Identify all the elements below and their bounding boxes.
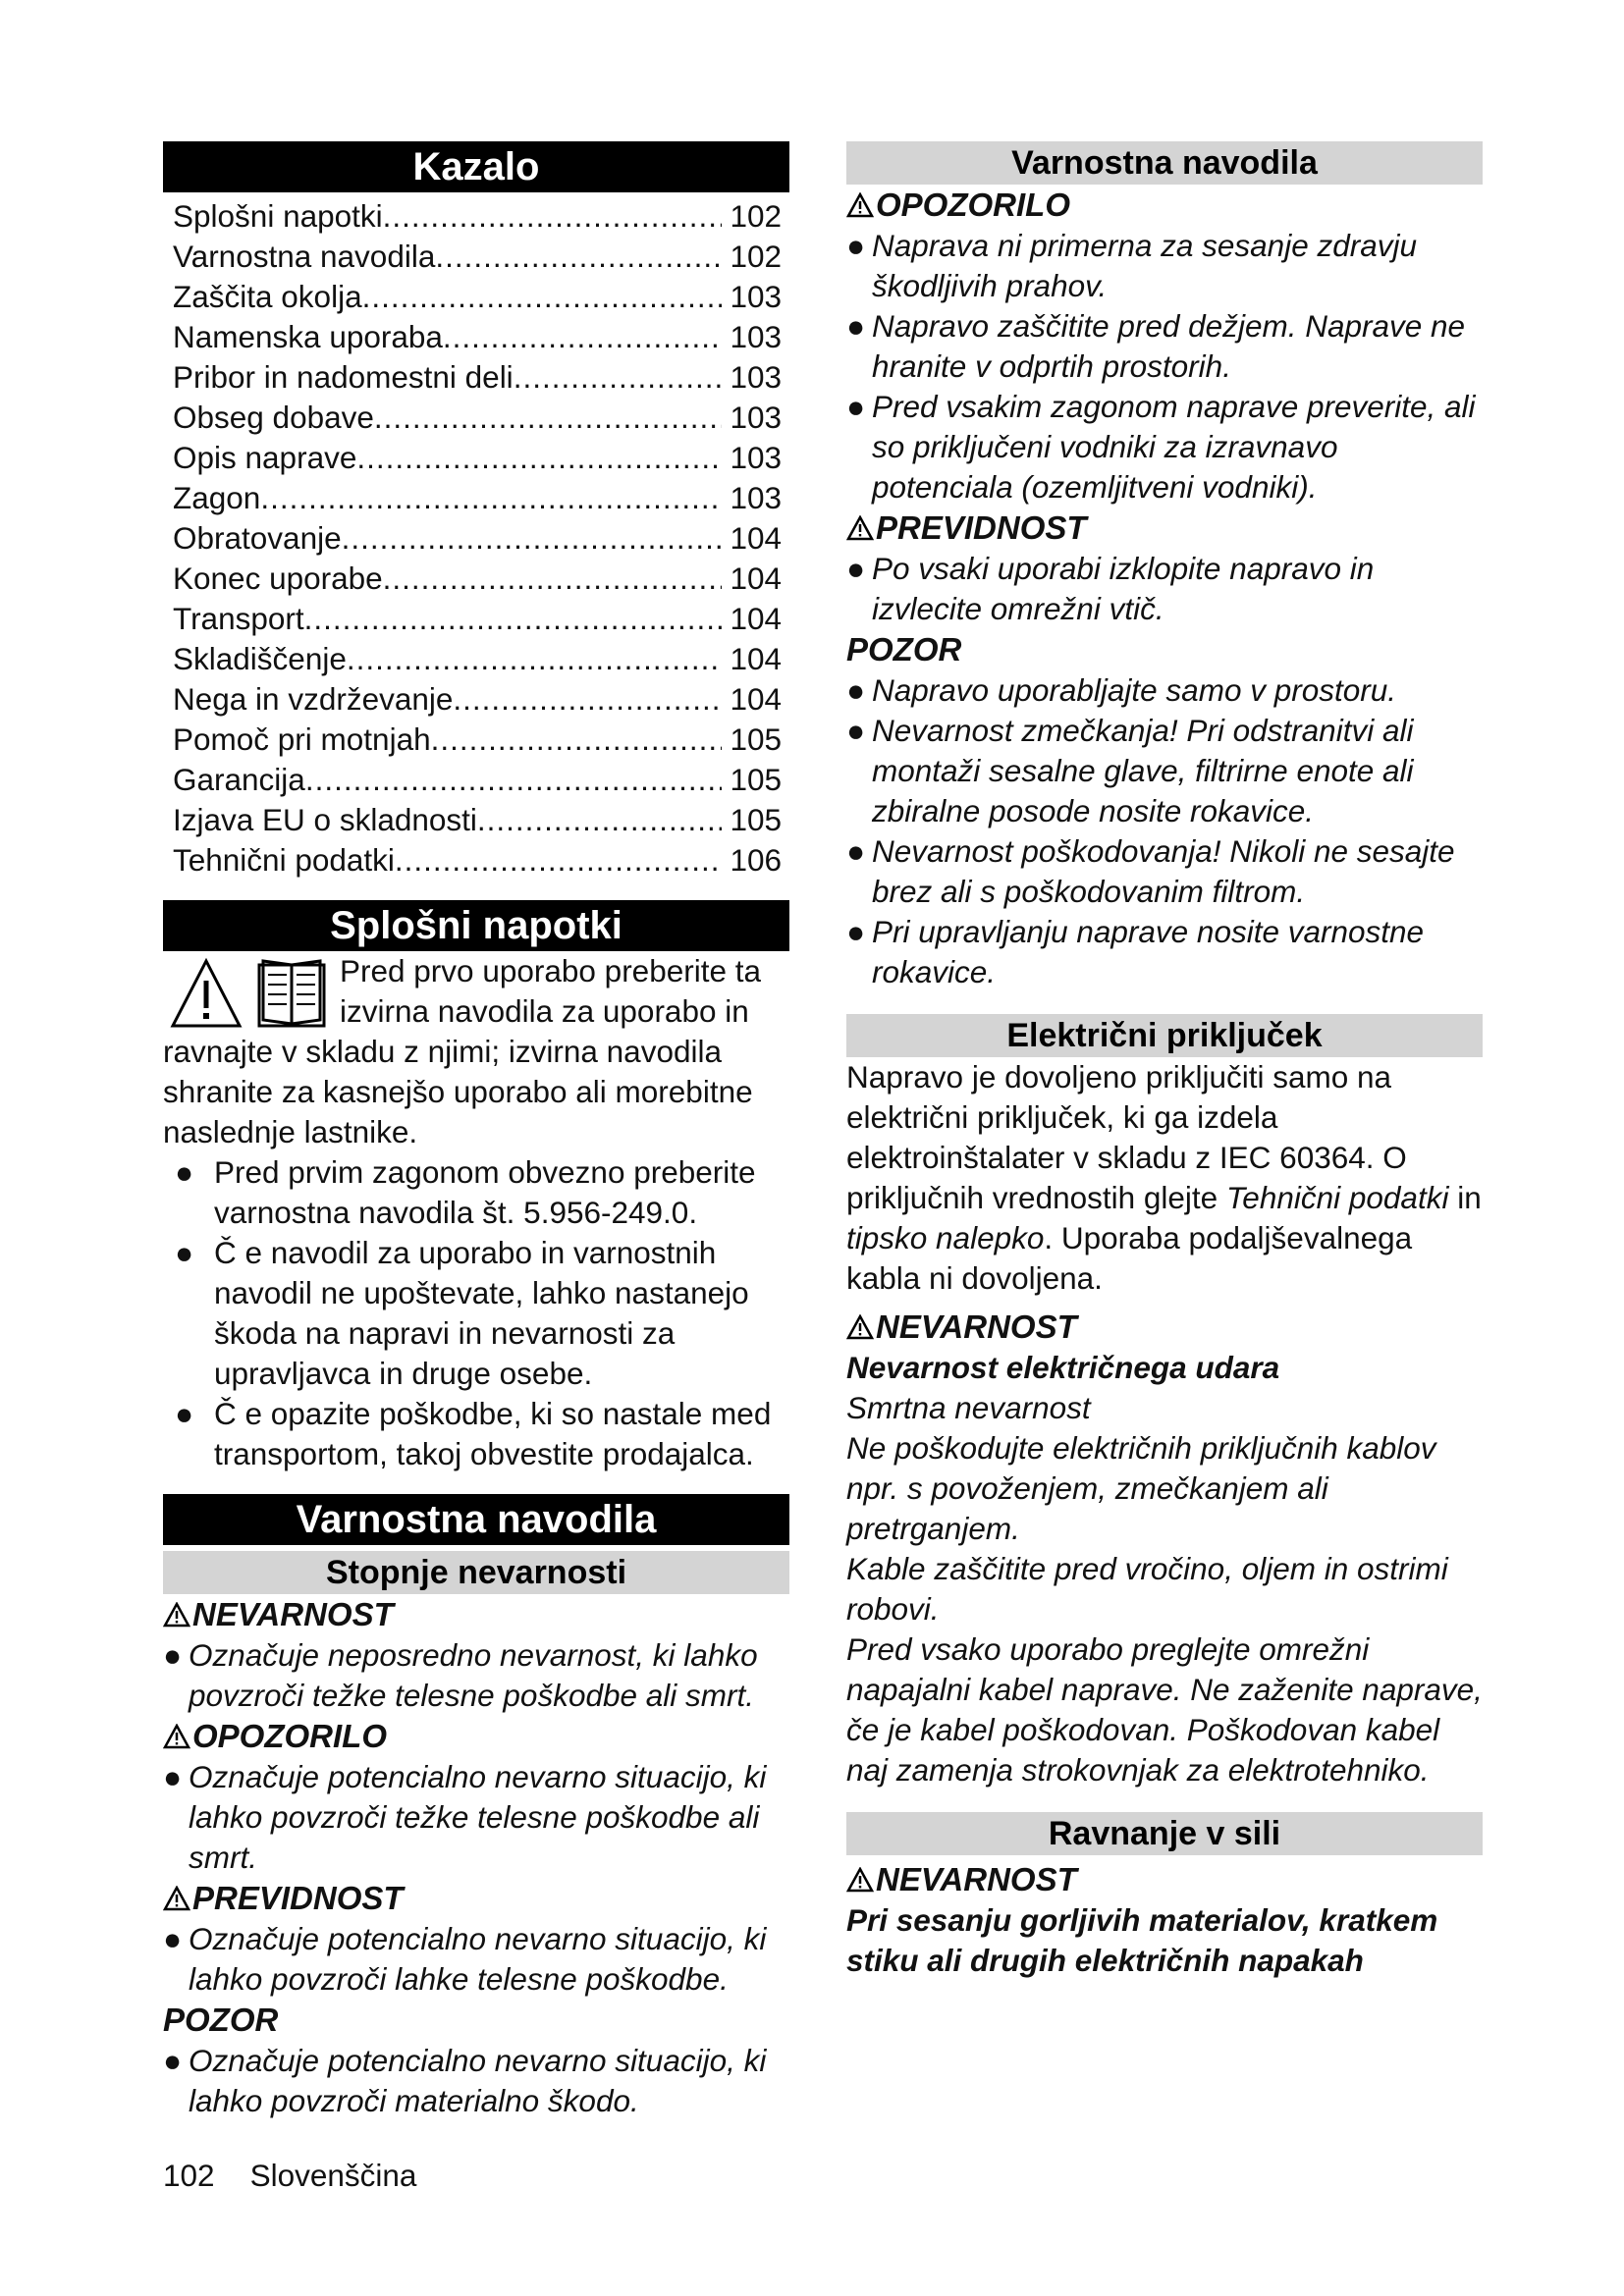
toc-entry[interactable]: Skladiščenje ..... 104 xyxy=(173,639,782,679)
warning-icon xyxy=(846,1314,874,1340)
intro-line-2: izvirna navodila za uporabo in xyxy=(340,993,749,1029)
danger-text: Kable zaščitite pred vročino, oljem in ostrimi robovi. xyxy=(846,1551,1448,1627)
technical-data-ref: Tehnični podatki xyxy=(1225,1180,1449,1215)
danger-levels-heading: Stopnje nevarnosti xyxy=(163,1551,789,1594)
list-item: ● Napravo zaščitite pred dežjem. Naprave ne hranite v odprtih prostorih. xyxy=(846,308,1466,384)
toc-entry[interactable]: Opis naprave ..... 103 xyxy=(173,438,782,478)
electric-shock-title: Nevarnost električnega udara xyxy=(846,1350,1280,1385)
toc-entry[interactable]: Nega in vzdrževanje ..... 104 xyxy=(173,679,782,720)
intro-line-1: Pred prvo uporabo preberite ta xyxy=(340,953,762,988)
toc-entry[interactable]: Garancija ..... 105 xyxy=(173,760,782,800)
general-intro xyxy=(163,951,789,1152)
emergency-text: Pri sesanju gorljivih materialov, kratkem stiku ali drugih električnih napakah xyxy=(846,1902,1438,1978)
list-item: ● Označuje potencialno nevarno situacijo, ki lahko povzroči težke telesne poškodbe ali smrt. xyxy=(163,1759,767,1875)
danger-label: NEVARNOST xyxy=(846,1859,1483,1900)
warning-icon xyxy=(163,1724,190,1749)
general-heading: Splošni napotki xyxy=(163,900,789,951)
list-item: ● Č e navodil za uporabo in varnostnih navodil ne upoštevate, lahko nastanejo škoda na napravi in nevarnosti za upravljavca in druge osebe. xyxy=(175,1235,749,1391)
list-item: ● Naprava ni primerna za sesanje zdravju škodljivih prahov. xyxy=(846,228,1418,303)
warning-label: OPOZORILO xyxy=(846,185,1483,226)
list-item: ● Nevarnost poškodovanja! Nikoli ne sesajte brez ali s poškodovanim filtrom. xyxy=(846,833,1455,909)
caution-label: PREVIDNOST xyxy=(846,507,1483,549)
page-number: 102 xyxy=(163,2158,215,2193)
list-item: ● Pri upravljanju naprave nosite varnostne rokavice. xyxy=(846,914,1425,989)
caution-label: PREVIDNOST xyxy=(163,1878,789,1919)
list-item: ● Č e opazite poškodbe, ki so nastale med transportom, takoj obvestite prodajalca. xyxy=(175,1396,772,1471)
emergency-heading: Ravnanje v sili xyxy=(846,1812,1483,1855)
warning-icon xyxy=(846,192,874,218)
toc-entry[interactable]: Pribor in nadomestni deli ..... 103 xyxy=(173,357,782,398)
warning-icon xyxy=(163,1886,190,1911)
list-item: ● Označuje neposredno nevarnost, ki lahko povzroči težke telesne poškodbe ali smrt. xyxy=(163,1637,758,1713)
toc-entry[interactable]: Obseg dobave ..... 103 xyxy=(173,398,782,438)
warning-and-manual-icon xyxy=(169,955,334,1036)
toc-entry[interactable]: Pomoč pri motnjah ..... 105 xyxy=(173,720,782,760)
toc-heading: Kazalo xyxy=(163,141,789,192)
language-label: Slovenščina xyxy=(249,2158,417,2193)
toc-entry[interactable]: Obratovanje ..... 104 xyxy=(173,518,782,559)
list-item: ● Označuje potencialno nevarno situacijo, ki lahko povzroči materialno škodo. xyxy=(163,2043,767,2118)
list-item: ● Označuje potencialno nevarno situacijo, ki lahko povzroči lahke telesne poškodbe. xyxy=(163,1921,767,1997)
right-column xyxy=(846,141,1483,1981)
toc-entry[interactable]: Transport ..... 104 xyxy=(173,599,782,639)
intro-text: ravnajte v skladu z njimi; izvirna navodila shranite za kasnejšo uporabo ali morebitne naslednje lastnike. xyxy=(163,1034,753,1149)
table-of-contents xyxy=(173,196,782,881)
danger-text: Ne poškodujte električnih priključnih kablov npr. s povoženjem, zmečkanjem ali pretrganjem. xyxy=(846,1430,1436,1546)
warning-label: OPOZORILO xyxy=(163,1716,789,1757)
toc-entry[interactable]: Tehnični podatki ..... 106 xyxy=(173,840,782,881)
electrical-paragraph: Napravo je dovoljeno priključiti samo na električni priključek, ki ga izdela elektroinštalater v skladu z IEC 60364. O priključnih vrednostih glejte Tehnični podatki in tipsko nalepko. Uporaba podaljševalnega kabla ni dovoljena. xyxy=(846,1059,1482,1296)
danger-subtitle: Smrtna nevarnost xyxy=(846,1390,1091,1425)
danger-label: NEVARNOST xyxy=(846,1307,1483,1348)
list-item: ● Pred vsakim zagonom naprave preverite, ali so priključeni vodniki za izravnavo potenciala (ozemljitveni vodniki). xyxy=(846,389,1476,505)
electrical-connection-heading: Električni priključek xyxy=(846,1014,1483,1057)
warning-icon xyxy=(846,515,874,541)
left-column xyxy=(163,141,789,2121)
list-item: ● Po vsaki uporabi izklopite napravo in izvlecite omrežni vtič. xyxy=(846,551,1375,626)
safety-heading: Varnostna navodila xyxy=(163,1494,789,1545)
toc-entry[interactable]: Konec uporabe ..... 104 xyxy=(173,559,782,599)
danger-text: Pred vsako uporabo preglejte omrežni napajalni kabel naprave. Ne zaženite naprave, če je kabel poškodovan. Poškodovan kabel naj zamenja strokovnjak za elektrotehniko. xyxy=(846,1631,1483,1788)
toc-entry[interactable]: Namenska uporaba ..... 103 xyxy=(173,317,782,357)
toc-entry[interactable]: Izjava EU o skladnosti ..... 105 xyxy=(173,800,782,840)
danger-label: NEVARNOST xyxy=(163,1594,789,1635)
safety-instructions-heading: Varnostna navodila xyxy=(846,141,1483,185)
list-item: ● Pred prvim zagonom obvezno preberite varnostna navodila št. 5.956-249.0. xyxy=(175,1154,756,1230)
list-item: ● Nevarnost zmečkanja! Pri odstranitvi ali montaži sesalne glave, filtrirne enote ali zbiralne posode nosite rokavice. xyxy=(846,713,1414,828)
notice-label: POZOR xyxy=(846,631,962,667)
toc-entry[interactable]: Varnostna navodila ..... 102 xyxy=(173,237,782,277)
warning-icon xyxy=(846,1867,874,1893)
toc-entry[interactable]: Zaščita okolja ..... 103 xyxy=(173,277,782,317)
type-plate-ref: tipsko nalepko xyxy=(846,1220,1045,1255)
toc-entry[interactable]: Zagon ..... 103 xyxy=(173,478,782,518)
page-footer xyxy=(163,2156,416,2196)
list-item: ● Napravo uporabljajte samo v prostoru. xyxy=(846,672,1397,708)
notice-label: POZOR xyxy=(163,2002,279,2038)
toc-entry[interactable]: Splošni napotki ..... 102 xyxy=(173,196,782,237)
warning-icon xyxy=(163,1602,190,1628)
